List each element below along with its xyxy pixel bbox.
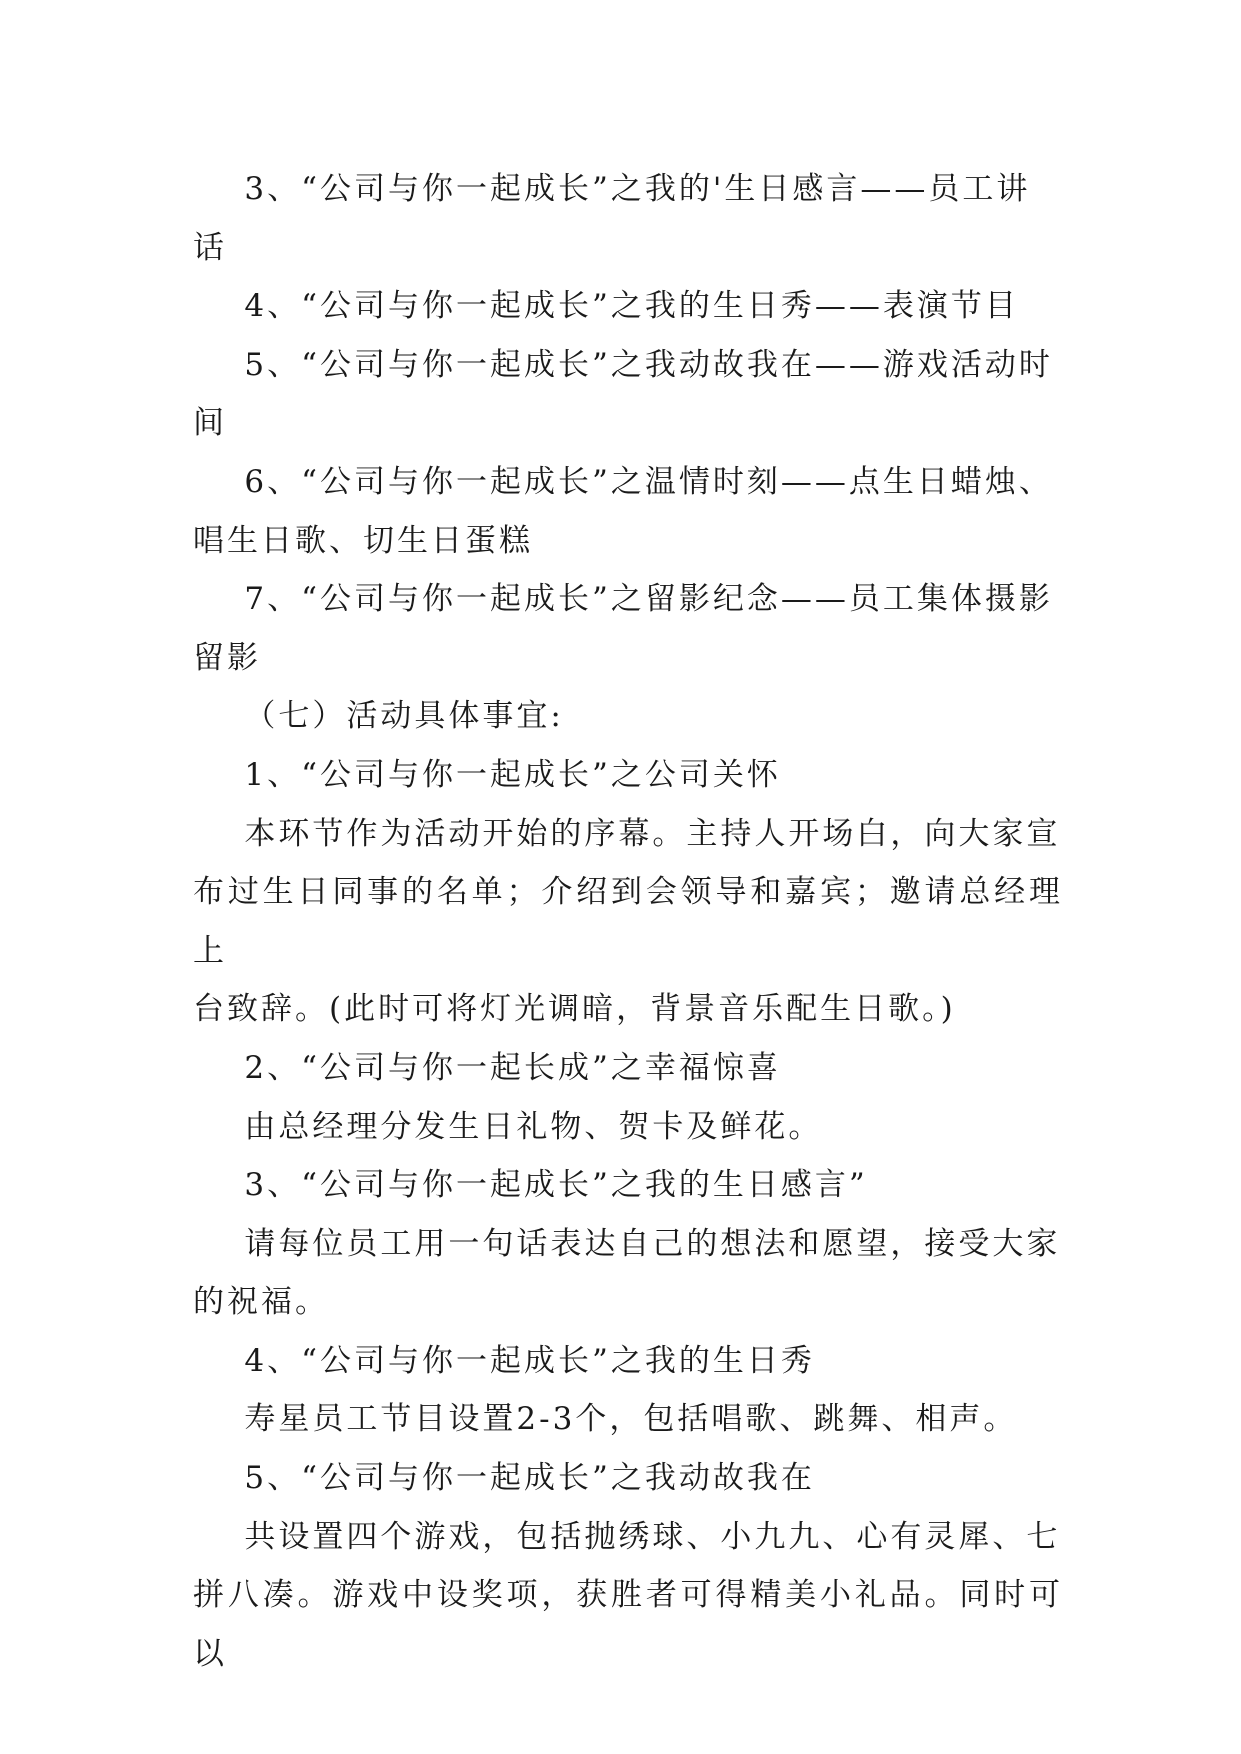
text-line: 7、“公司与你一起成长”之留影纪念——员工集体摄影 xyxy=(193,581,1053,618)
text-line: 唱生日歌、切生日蛋糕 xyxy=(193,522,533,559)
text-line: 间 xyxy=(193,405,227,442)
text-line: 6、“公司与你一起成长”之温情时刻——点生日蜡烛、 xyxy=(193,463,1053,500)
text-line: 4、“公司与你一起成长”之我的生日秀 xyxy=(193,1342,815,1379)
text-line: 2、“公司与你一起长成”之幸福惊喜 xyxy=(193,1049,781,1086)
text-line: 3、“公司与你一起成长”之我的生日感言” xyxy=(193,1167,868,1204)
text-line: 布过生日同事的名单；介绍到会领导和嘉宾；邀请总经理上 xyxy=(193,874,1063,969)
text-line: 5、“公司与你一起成长”之我动故我在——游戏活动时 xyxy=(193,346,1053,383)
text-line: 寿星员工节目设置2-3个，包括唱歌、跳舞、相声。 xyxy=(193,1401,1018,1438)
section-heading: （七）活动具体事宜: xyxy=(193,698,564,735)
text-line: 的祝福。 xyxy=(193,1284,329,1321)
text-line: 留影 xyxy=(193,639,261,676)
text-line: 台致辞。(此时可将灯光调暗，背景音乐配生日歌。) xyxy=(193,991,956,1028)
text-line: 拼八凑。游戏中设奖项，获胜者可得精美小礼品。同时可以 xyxy=(193,1577,1063,1672)
text-line: 1、“公司与你一起成长”之公司关怀 xyxy=(193,756,781,793)
text-line: 3、“公司与你一起成长”之我的'生日感言——员工讲 xyxy=(193,171,1031,207)
text-line: 请每位员工用一句话表达自己的想法和愿望，接受大家 xyxy=(193,1225,1061,1262)
text-line: 由总经理分发生日礼物、贺卡及鲜花。 xyxy=(193,1108,823,1145)
text-line: 话 xyxy=(193,229,227,266)
text-line: 本环节作为活动开始的序幕。主持人开场白，向大家宣 xyxy=(193,815,1061,852)
text-line: 4、“公司与你一起成长”之我的生日秀——表演节目 xyxy=(193,288,1019,325)
text-line: 5、“公司与你一起成长”之我动故我在 xyxy=(193,1460,815,1497)
document-body xyxy=(193,160,1063,1683)
text-line: 共设置四个游戏，包括抛绣球、小九九、心有灵犀、七 xyxy=(193,1518,1061,1555)
